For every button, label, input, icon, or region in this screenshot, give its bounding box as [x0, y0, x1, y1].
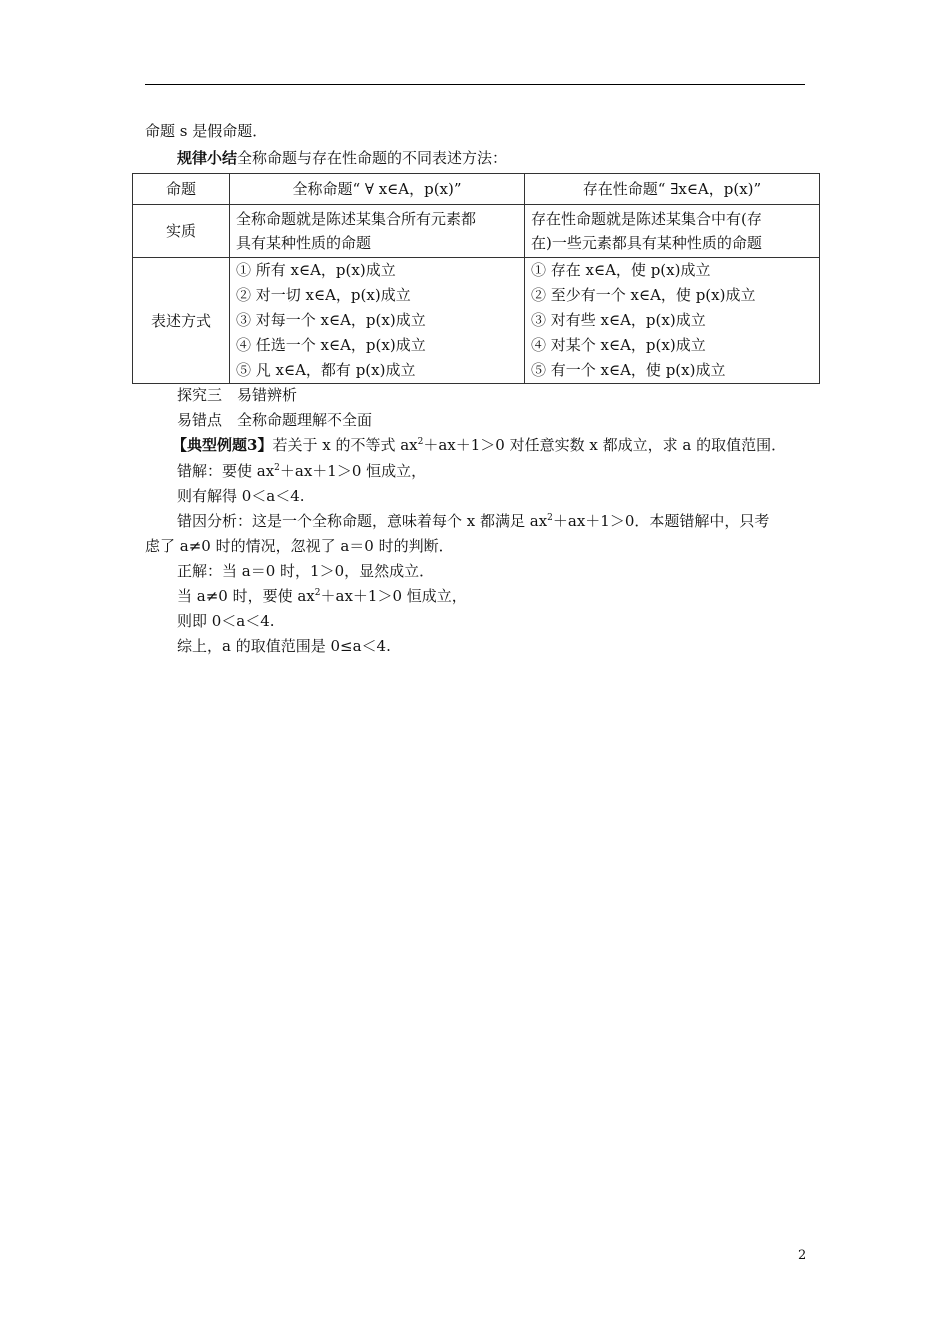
exponent: 2	[547, 513, 553, 523]
header-rule	[145, 84, 805, 85]
wrong-post: ＋ax＋1＞0 恒成立，	[279, 462, 427, 480]
cell-line: ⑤ 凡 x∈A，都有 p(x)成立	[236, 361, 416, 379]
cell-line: ④ 任选一个 x∈A，p(x)成立	[236, 336, 426, 354]
cell-expression-existential	[525, 258, 820, 384]
intro-line: 命题 s 是假命题．	[145, 122, 268, 140]
example-post: ＋ax＋1＞0 对任意实数 x 都成立，求 a 的取值范围．	[423, 436, 787, 454]
analysis-pre: 错因分析：这是一个全称命题，意味着每个 x 都满足 ax	[177, 512, 548, 530]
table-header-row	[133, 174, 820, 205]
summary-text: 全称命题与存在性命题的不同表述方法：	[237, 149, 508, 167]
comparison-table	[132, 173, 820, 384]
correct-line2	[177, 586, 467, 606]
exponent: 2	[417, 437, 424, 447]
correct-post: ＋ax＋1＞0 恒成立，	[320, 587, 467, 605]
cell-essence-existential	[525, 205, 820, 258]
section-heading: 探究三 易错辨析	[177, 386, 298, 404]
correct-line1: 正解：当 a＝0 时，1＞0，显然成立．	[177, 562, 435, 580]
exponent: 2	[274, 463, 280, 473]
analysis-post: ＋ax＋1＞0．本题错解中，只考	[552, 512, 770, 530]
example-line	[172, 435, 786, 455]
cell-line: 全称命题就是陈述某集合所有元素都	[236, 210, 477, 228]
cell-line: 在)一些元素都具有某种性质的命题	[531, 234, 762, 252]
cell-line: ② 至少有一个 x∈A，使 p(x)成立	[531, 286, 756, 304]
analysis-line1	[177, 511, 769, 531]
table-row-essence	[133, 205, 820, 258]
wrong-pre: 错解：要使 ax	[177, 462, 275, 480]
cell-line: ② 对一切 x∈A，p(x)成立	[236, 286, 411, 304]
page-number: 2	[798, 1248, 807, 1263]
wrong-solution-line1	[177, 461, 426, 481]
cell-line: ③ 对有些 x∈A，p(x)成立	[531, 311, 706, 329]
cell-line: 具有某种性质的命题	[236, 234, 372, 252]
cell-line: ① 存在 x∈A，使 p(x)成立	[531, 261, 711, 279]
cell-essence-universal	[230, 205, 525, 258]
cell-line: 存在性命题就是陈述某集合中有(存	[531, 210, 762, 228]
correct-line3: 则即 0＜a＜4.	[177, 612, 275, 630]
cell-expression-universal	[230, 258, 525, 384]
header-cell-universal: 全称命题“ ∀ x∈A，p(x)”	[230, 174, 525, 205]
row-label-expression: 表述方式	[133, 258, 230, 384]
header-cell-proposition: 命题	[133, 174, 230, 205]
cell-line: ① 所有 x∈A，p(x)成立	[236, 261, 396, 279]
example-pre: 若关于 x 的不等式 ax	[272, 436, 418, 454]
error-point: 易错点 全称命题理解不全面	[177, 411, 373, 429]
table-row-expression	[133, 258, 820, 384]
cell-line: ⑤ 有一个 x∈A，使 p(x)成立	[531, 361, 726, 379]
header-cell-existential: 存在性命题“ ∃x∈A，p(x)”	[525, 174, 820, 205]
cell-line: ③ 对每一个 x∈A，p(x)成立	[236, 311, 426, 329]
exponent: 2	[314, 588, 321, 598]
correct-line4: 综上，a 的取值范围是 0≤a＜4.	[177, 637, 391, 655]
summary-label: 规律小结	[177, 149, 238, 167]
correct-pre: 当 a≠0 时，要使 ax	[177, 587, 315, 605]
summary-heading	[177, 148, 507, 168]
analysis-line2: 虑了 a≠0 时的情况，忽视了 a＝0 时的判断．	[145, 537, 454, 555]
row-label-essence: 实质	[133, 205, 230, 258]
wrong-solution-line2: 则有解得 0＜a＜4.	[177, 487, 305, 505]
cell-line: ④ 对某个 x∈A，p(x)成立	[531, 336, 706, 354]
example-label: 【典型例题3】	[172, 436, 273, 454]
